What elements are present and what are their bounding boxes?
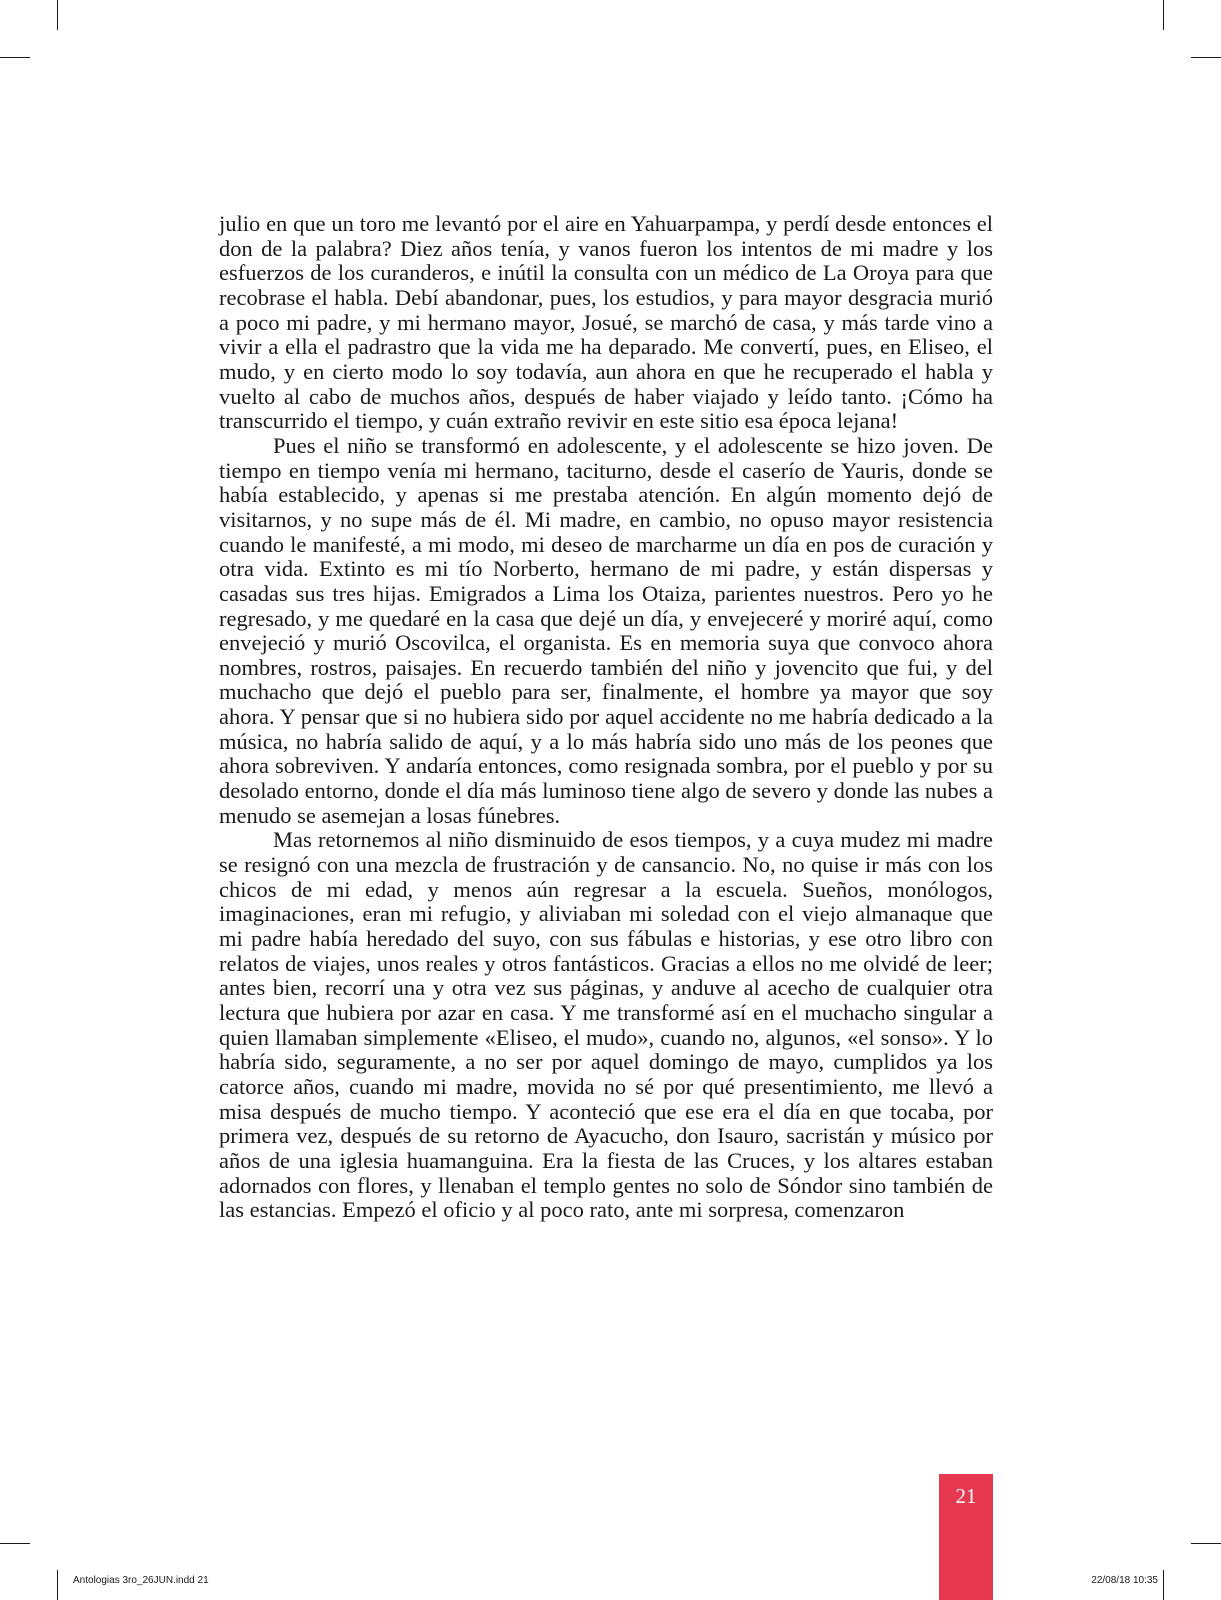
slug-datetime: 22/08/18 10:35 bbox=[1091, 1575, 1158, 1586]
page-number-tab bbox=[939, 1474, 993, 1600]
paragraph-2: Pues el niño se transformó en adolescente, y el adolescente se hizo joven. De tiempo en tiempo venía mi hermano, taciturno, desde el caserío de Yauris, donde se había establecido, y apenas si me prestaba atención. En algún momento dejó de visitarnos, y no supe más de él. Mi madre, en cambio, no opuso mayor resistencia cuando le manifesté, a mi modo, mi deseo de marcharme un día en pos de curación y otra vida. Extinto es mi tío Norberto, hermano de mi padre, y están dispersas y casadas sus tres hijas. Emigrados a Lima los Otaiza, parientes nuestros. Pero yo he regresado, y me quedaré en la casa que dejé un día, y envejeceré y moriré aquí, como envejeció y murió Oscovilca, el organista. Es en memoria suya que convoco ahora nombres, rostros, paisajes. En recuerdo también del niño y jovencito que fui, y del muchacho que dejó el pueblo para ser, finalmente, el hombre ya mayor que soy ahora. Y pensar que si no hubiera sido por aquel accidente no me habría dedicado a la música, no habría salido de aquí, y a lo más habría sido uno más de los peones que ahora sobreviven. Y andaría entonces, como resignada sombra, por el pueblo y por su desolado entorno, donde el día más luminoso tiene algo de severo y donde las nubes a menudo se asemejan a losas fúnebres. bbox=[219, 432, 993, 828]
crop-mark-top-right bbox=[1163, 0, 1164, 30]
body-text bbox=[219, 212, 993, 1223]
paragraph-1: julio en que un toro me levantó por el aire en Yahuarpampa, y perdí desde entonces el don de la palabra? Diez años tenía, y vanos fueron los intentos de mi madre y los esfuerzos de los curanderos, e inútil la consulta con un médico de La Oroya para que recobrase el habla. Debí abandonar, pues, los estudios, y para mayor desgracia murió a poco mi padre, y mi hermano mayor, Josué, se marchó de casa, y más tarde vino a vivir a ella el padrastro que la vida me ha deparado. Me convertí, pues, en Eliseo, el mudo, y en cierto modo lo soy todavía, aun ahora en que he recuperado el habla y vuelto al cabo de muchos años, después de haber viajado y leído tanto. ¡Cómo ha transcurrido el tiempo, y cuán extraño revivir en este sitio esa época lejana! bbox=[219, 211, 993, 434]
crop-mark-bottom-right-h bbox=[1191, 1543, 1221, 1544]
slug-file-name: Antologias 3ro_26JUN.indd 21 bbox=[73, 1575, 209, 1586]
crop-mark-top-left bbox=[57, 0, 58, 30]
crop-mark-top-right-h bbox=[1191, 57, 1221, 58]
paragraph-3: Mas retornemos al niño disminuido de esos tiempos, y a cuya mudez mi madre se resignó con una mezcla de frustración y de cansancio. No, no quise ir más con los chicos de mi edad, y menos aún regresar a la escuela. Sueños, monólogos, imaginaciones, eran mi refugio, y aliviaban mi soledad con el viejo almanaque que mi padre había heredado del suyo, con sus fábulas e historias, y ese otro libro con relatos de viajes, unos reales y otros fantásticos. Gracias a ellos no me olvidé de leer; antes bien, recorrí una y otra vez sus páginas, y anduve al acecho de cualquier otra lectura que hubiera por azar en casa. Y me transformé así en el muchacho singular a quien llamaban simplemente «Eliseo, el mudo», cuando no, algunos, «el sonso». Y lo habría sido, seguramente, a no ser por aquel domingo de mayo, cumplidos ya los catorce años, cuando mi madre, movida no sé por qué presentimiento, me llevó a misa después de mucho tiempo. Y aconteció que ese era el día en que tocaba, por primera vez, después de su retorno de Ayacucho, don Isauro, sacristán y músico por años de una iglesia huamanguina. Era la fiesta de las Cruces, y los altares estaban adornados con flores, y llenaban el templo gentes no solo de Sóndor sino también de las estancias. Empezó el oficio y al poco rato, ante mi sorpresa, comenzaron bbox=[219, 827, 993, 1223]
crop-mark-bottom-left-h bbox=[0, 1543, 30, 1544]
crop-mark-bottom-left bbox=[57, 1570, 58, 1600]
page-number: 21 bbox=[955, 1484, 977, 1508]
crop-mark-top-left-h bbox=[0, 57, 30, 58]
crop-mark-bottom-right bbox=[1163, 1570, 1164, 1600]
